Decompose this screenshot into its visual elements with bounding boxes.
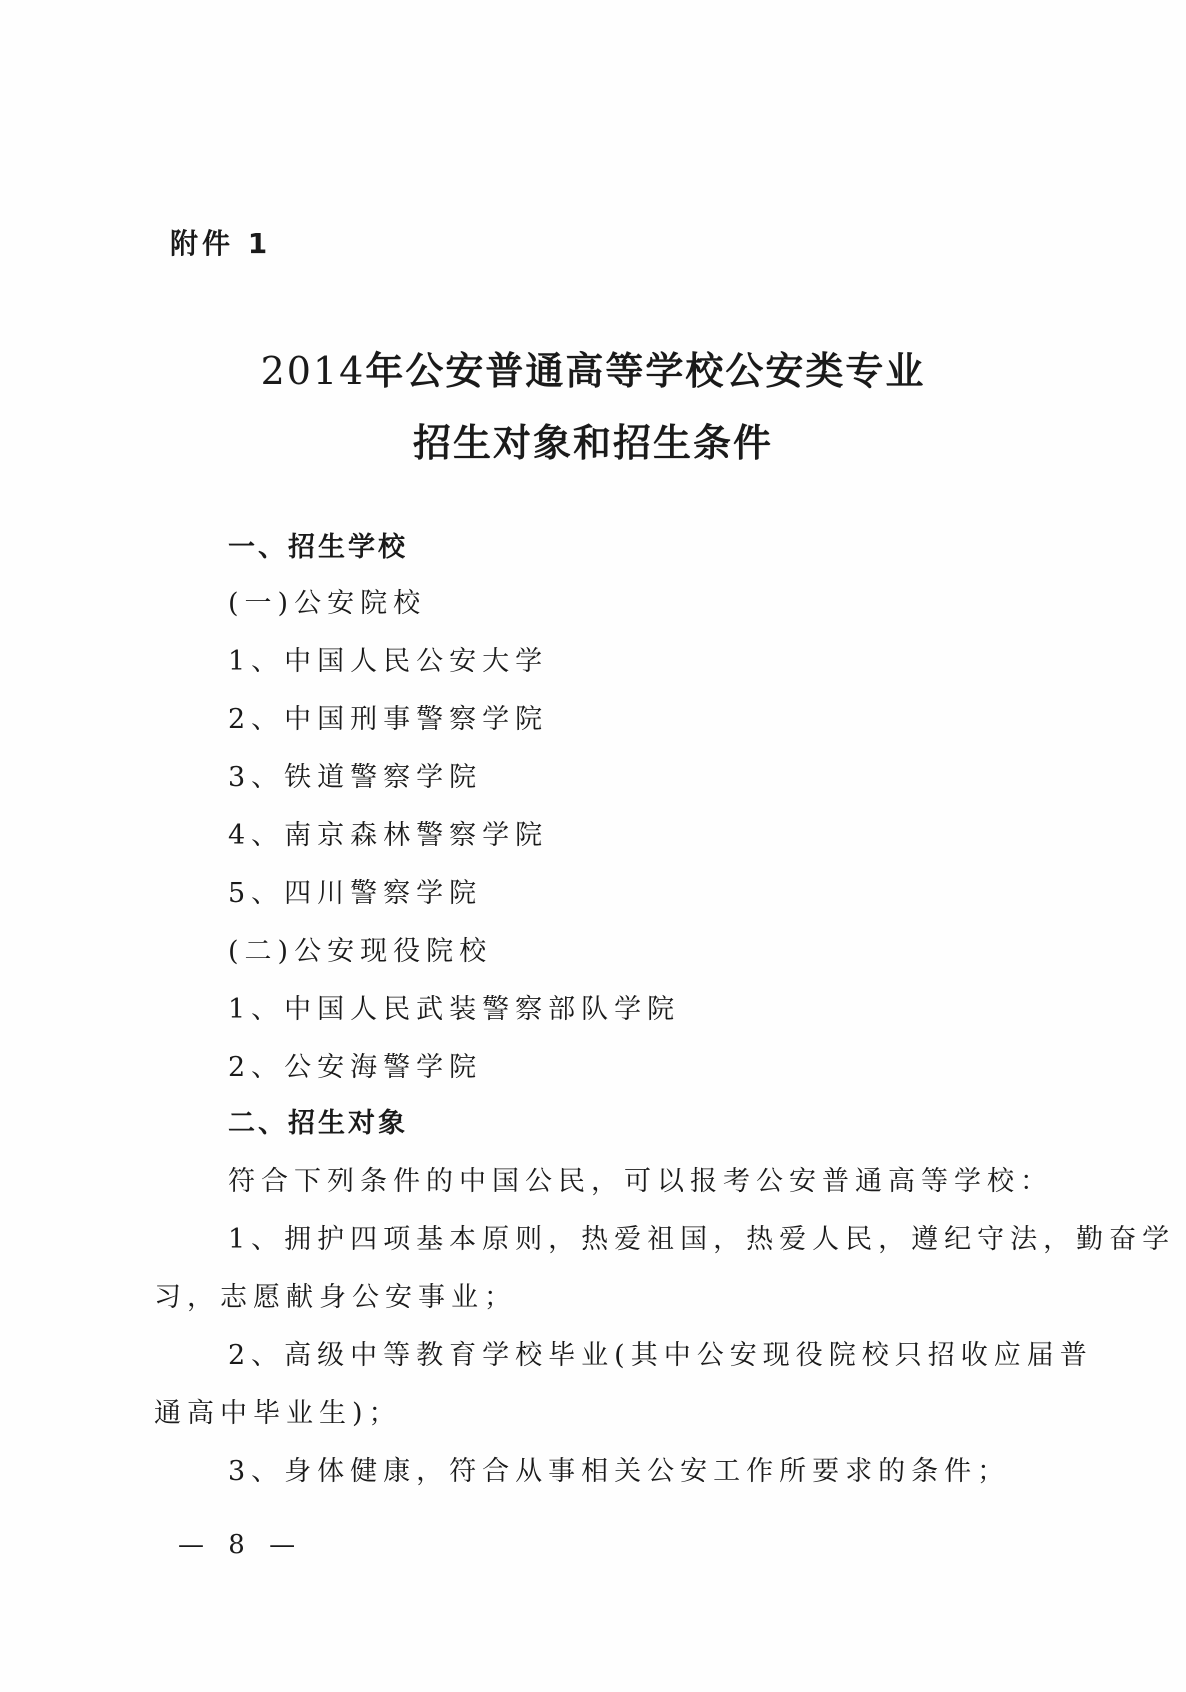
condition-1-line-1: 1、拥护四项基本原则，热爱祖国，热爱人民，遵纪守法，勤奋学 [228, 1224, 1176, 1255]
section-1-heading: 一、招生学校 [228, 532, 408, 563]
condition-2-line-2: 通高中毕业生)； [154, 1398, 402, 1429]
list-item: 1、中国人民公安大学 [228, 646, 549, 677]
list-item: 1、中国人民武装警察部队学院 [228, 994, 681, 1025]
list-item: 5、四川警察学院 [228, 878, 483, 909]
page-number: — 8 — [178, 1530, 304, 1560]
title-line-1-text: 年公安普通高等学校公安类专业 [365, 349, 926, 393]
title-line-2: 招生对象和招生条件 [412, 421, 773, 465]
condition-1-line-2: 习，志愿献身公安事业； [154, 1282, 517, 1313]
condition-3-line-1: 3、身体健康，符合从事相关公安工作所要求的条件； [228, 1456, 1011, 1487]
list-item: 3、铁道警察学院 [228, 762, 483, 793]
title-line-1 [0, 340, 1186, 395]
list-item: 4、南京森林警察学院 [228, 820, 549, 851]
section-2-heading: 二、招生对象 [228, 1108, 408, 1139]
group-2-heading: (二)公安现役院校 [228, 936, 493, 967]
title-year: 2014 [260, 349, 366, 393]
list-item: 2、公安海警学院 [228, 1052, 483, 1083]
list-item: 2、中国刑事警察学院 [228, 704, 549, 735]
condition-2-line-1: 2、高级中等教育学校毕业(其中公安现役院校只招收应届普 [228, 1340, 1093, 1371]
attachment-label: 附件 1 [170, 227, 272, 260]
group-1-heading: (一)公安院校 [228, 588, 427, 619]
section-2-intro: 符合下列条件的中国公民，可以报考公安普通高等学校： [228, 1166, 1053, 1197]
